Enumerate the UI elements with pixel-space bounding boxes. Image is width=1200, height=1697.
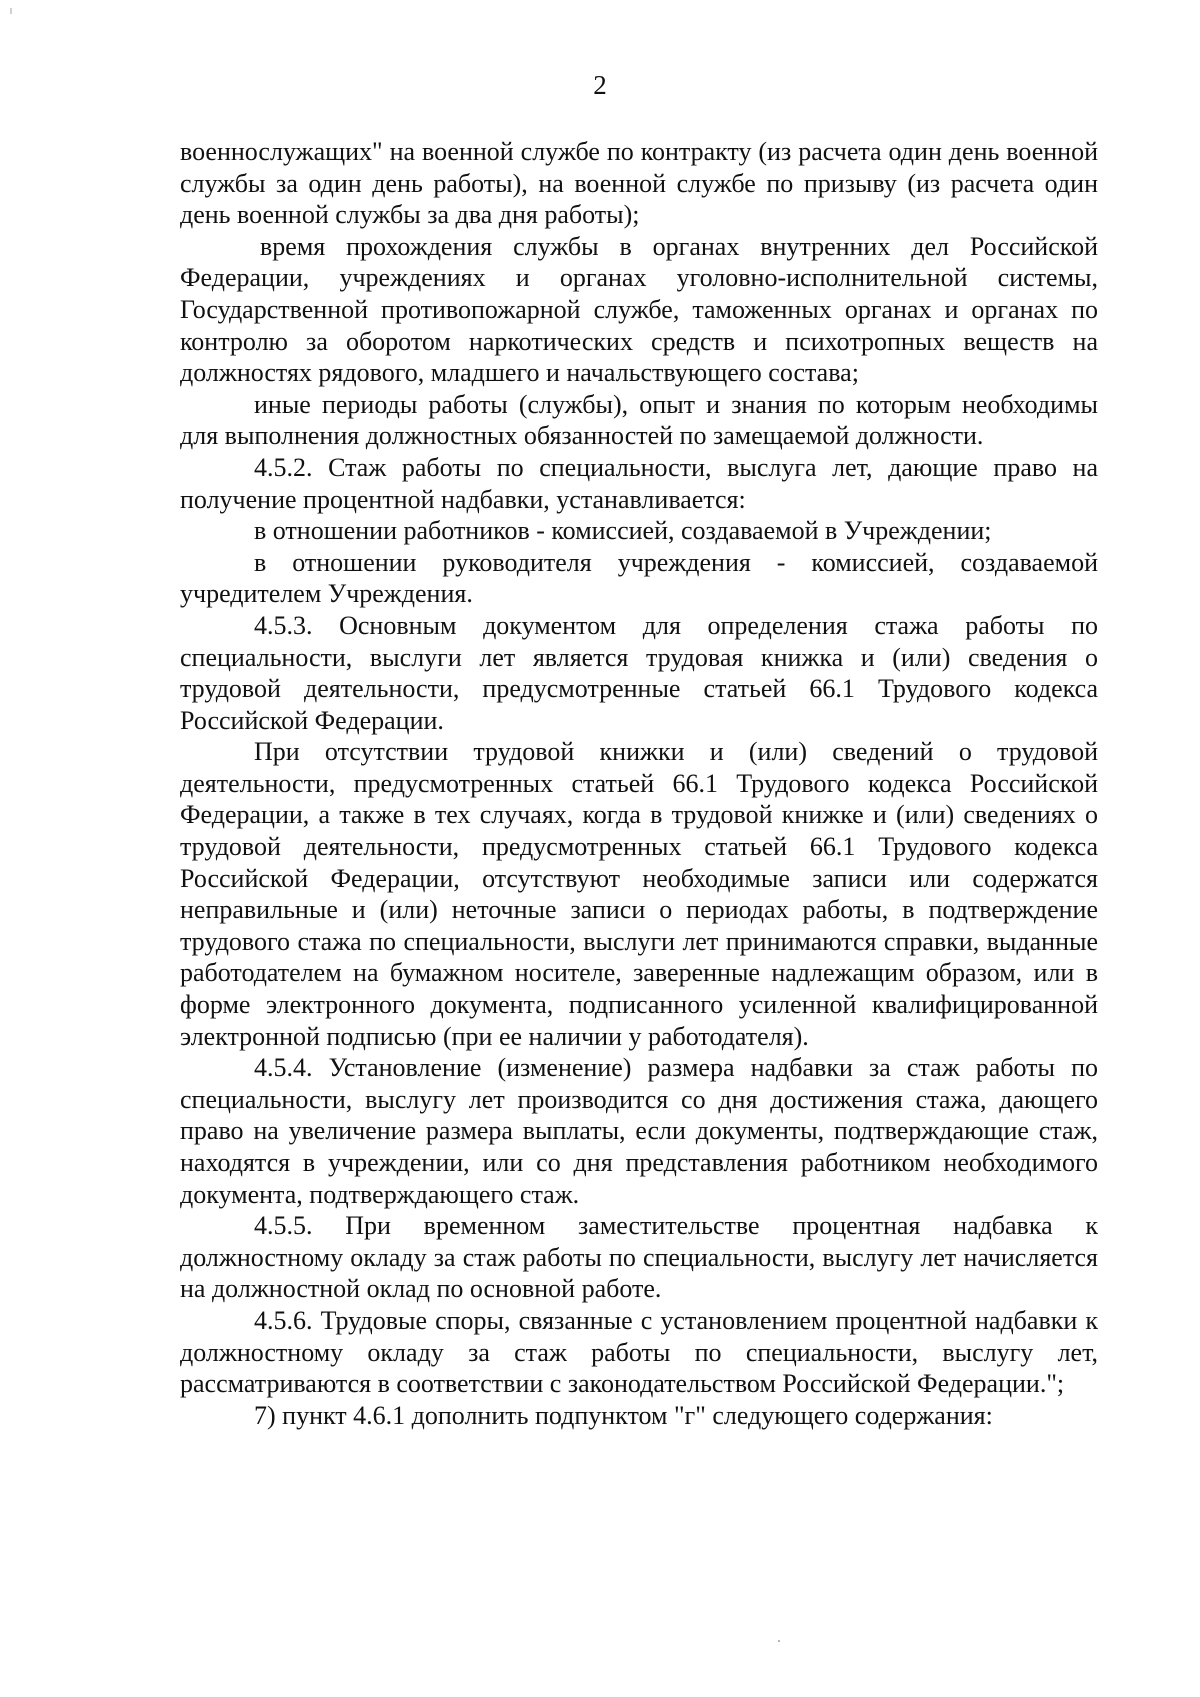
- paragraph-4-5-6: 4.5.6. Трудовые споры, связанные с установлением процентной надбавки к должностному окладу за стаж работы по специальности, выслугу лет, рассматриваются в соответствии с законодательством Российской Федерации.";: [180, 1305, 1098, 1399]
- paragraph-absence-of-workbook: При отсутствии трудовой книжки и (или) сведений о трудовой деятельности, предусмотренных статьей 66.1 Трудового кодекса Российской Федерации, а также в тех случаях, когда в трудовой книжке и (или) сведениях о трудовой деятельности, предусмотренных статьей 66.1 Трудового кодекса Российской Федерации, отсутствуют необходимые записи или содержатся неправильные и (или) неточные записи о периодах работы, в подтверждение трудового стажа по специальности, выслуги лет принимаются справки, выданные работодателем на бумажном носителе, заверенные надлежащим образом, или в форме электронного документа, подписанного усиленной квалифицированной электронной подписью (при ее наличии у работодателя).: [180, 737, 1098, 1051]
- scan-artifact: [778, 1640, 780, 1642]
- paragraph-item-7: 7) пункт 4.6.1 дополнить подпунктом "г" следующего содержания:: [254, 1400, 993, 1430]
- paragraph-4-5-2: 4.5.2. Стаж работы по специальности, выслуга лет, дающие право на получение процентной надбавки, устанавливается:: [180, 452, 1098, 514]
- paragraph-4-5-5: 4.5.5. При временном заместительстве процентная надбавка к должностному окладу за стаж работы по специальности, выслугу лет начисляется на должностной оклад по основной работе.: [180, 1211, 1098, 1304]
- paragraph-service-period: время прохождения службы в органах внутренних дел Российской Федерации, учреждениях и органах уголовно-исполнительной системы, Государственной противопожарной службе, таможенных органах и органах по контролю за оборотом наркотических средств и психотропных веществ на должностях рядового, младшего и начальствующего состава;: [180, 231, 1098, 388]
- paragraph-4-5-4: 4.5.4. Установление (изменение) размера надбавки за стаж работы по специальности, выслугу лет производится со дня достижения стажа, дающего право на увеличение размера выплаты, если документы, подтверждающие стаж, находятся в учреждении, или со дня представления работником необходимого документа, подтверждающего стаж.: [180, 1053, 1098, 1209]
- paragraph-director-commission: в отношении руководителя учреждения - комиссией, создаваемой учредителем Учреждения.: [180, 547, 1098, 609]
- paragraph-other-periods: иные периоды работы (службы), опыт и знания по которым необходимы для выполнения должностных обязанностей по замещаемой должности.: [180, 389, 1098, 451]
- paragraph-continuation: военнослужащих" на военной службе по контракту (из расчета один день военной службы за один день работы), на военной службе по призыву (из расчета один день военной службы за два дня работы);: [180, 137, 1098, 230]
- paragraph-4-5-3: 4.5.3. Основным документом для определения стажа работы по специальности, выслуги лет является трудовая книжка и (или) сведения о трудовой деятельности, предусмотренные статьей 66.1 Трудового кодекса Российской Федерации.: [180, 610, 1098, 735]
- scan-artifact: [10, 8, 12, 14]
- page-number: 2: [593, 70, 607, 100]
- document-body: [180, 136, 1098, 1431]
- paragraph-employees-commission: в отношении работников - комиссией, создаваемой в Учреждении;: [254, 516, 992, 546]
